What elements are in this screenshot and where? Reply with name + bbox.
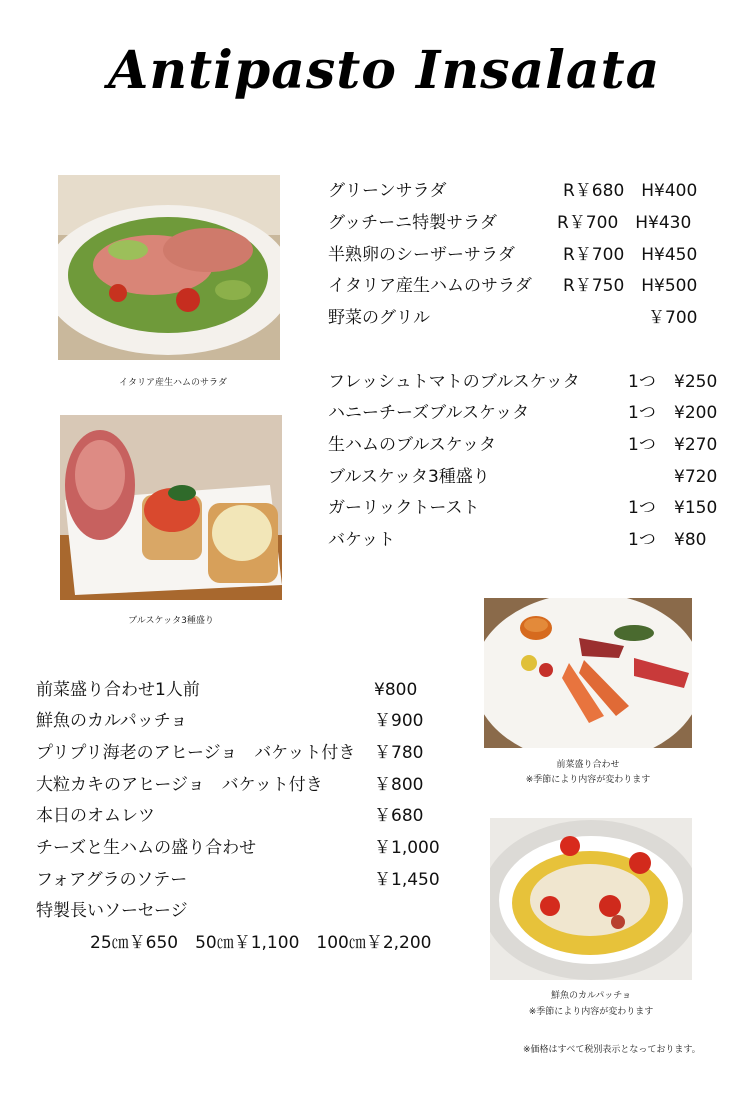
menu-item: [328, 211, 728, 235]
antipasto-plate-note: ※季節により内容が変わります: [525, 775, 651, 785]
item-name: プリプリ海老のアヒージョ バケット付き: [36, 743, 356, 763]
item-name: 前菜盛り合わせ1人前: [36, 680, 200, 700]
menu-item: [328, 243, 728, 267]
menu-item: [328, 179, 728, 203]
item-name: グリーンサラダ: [328, 181, 447, 201]
item-price: ￥700: [648, 308, 698, 328]
menu-item: [36, 836, 456, 860]
antipasto-plate-photo: [484, 598, 692, 748]
item-qty: 1つ: [628, 498, 656, 518]
menu-title: Antipasto Insalata: [108, 40, 661, 101]
item-price: ¥200: [674, 403, 718, 423]
item-price: R￥700 H¥430: [557, 213, 692, 233]
menu-item: [36, 868, 456, 892]
menu-item: [36, 678, 456, 702]
menu-item: [328, 433, 728, 457]
bruschetta-caption: ブルスケッタ3種盛り: [128, 616, 214, 626]
item-qty: 1つ: [628, 530, 656, 550]
item-price: ¥800: [374, 680, 418, 700]
item-name: バケット: [328, 530, 396, 550]
item-name: ブルスケッタ3種盛り: [328, 467, 490, 487]
menu-item: [328, 401, 728, 425]
menu-item: [36, 773, 456, 797]
item-name: グッチーニ特製サラダ: [328, 213, 497, 233]
item-name: 特製長いソーセージ: [36, 901, 188, 921]
menu-item: [328, 274, 728, 298]
item-price: R￥700 H¥450: [563, 245, 698, 265]
bruschetta-photo: [60, 415, 282, 600]
menu-item: [328, 528, 728, 552]
ham-salad-photo: [58, 175, 280, 360]
item-price: ¥150: [674, 498, 718, 518]
item-price: ￥1,450: [374, 870, 440, 890]
item-price: ￥900: [374, 711, 424, 731]
item-price: ￥1,000: [374, 838, 440, 858]
menu-item: [36, 804, 456, 828]
tax-footnote: ※価格はすべて税別表示となっております。: [523, 1045, 701, 1055]
item-price: R￥680 H¥400: [563, 181, 698, 201]
item-price: ￥680: [374, 806, 424, 826]
carpaccio-photo: [490, 818, 692, 980]
menu-item: [36, 709, 456, 733]
menu-item: [328, 496, 728, 520]
menu-item: [328, 370, 728, 394]
item-price: R￥750 H¥500: [563, 276, 698, 296]
item-qty: 1つ: [628, 403, 656, 423]
menu-item: [36, 741, 456, 765]
item-name: 鮮魚のカルパッチョ: [36, 711, 188, 731]
menu-item: [328, 465, 728, 489]
item-price: ¥720: [674, 467, 718, 487]
menu-item: [36, 899, 456, 923]
item-name: イタリア産生ハムのサラダ: [328, 276, 532, 296]
item-name: ハニーチーズブルスケッタ: [328, 403, 530, 423]
item-name: チーズと生ハムの盛り合わせ: [36, 838, 257, 858]
item-name: フォアグラのソテー: [36, 870, 188, 890]
sausage-sizes: 25㎝￥650 50㎝￥1,100 100㎝￥2,200: [90, 933, 432, 953]
item-name: 生ハムのブルスケッタ: [328, 435, 496, 455]
item-name: 野菜のグリル: [328, 308, 430, 328]
item-price: ￥800: [374, 775, 424, 795]
item-price: ¥250: [674, 372, 718, 392]
item-price: ¥270: [674, 435, 718, 455]
item-name: 半熟卵のシーザーサラダ: [328, 245, 515, 265]
item-name: ガーリックトースト: [328, 498, 480, 518]
antipasto-plate-caption: 前菜盛り合わせ: [556, 760, 620, 770]
item-qty: 1つ: [628, 372, 656, 392]
item-qty: 1つ: [628, 435, 656, 455]
item-price: ￥780: [374, 743, 424, 763]
item-name: 大粒カキのアヒージョ バケット付き: [36, 775, 323, 795]
item-price: ¥80: [674, 530, 707, 550]
ham-salad-caption: イタリア産生ハムのサラダ: [119, 378, 227, 388]
menu-item: [328, 306, 728, 330]
item-name: 本日のオムレツ: [36, 806, 155, 826]
item-name: フレッシュトマトのブルスケッタ: [328, 372, 580, 392]
carpaccio-note: ※季節により内容が変わります: [528, 1007, 654, 1017]
carpaccio-caption: 鮮魚のカルパッチョ: [550, 991, 632, 1001]
